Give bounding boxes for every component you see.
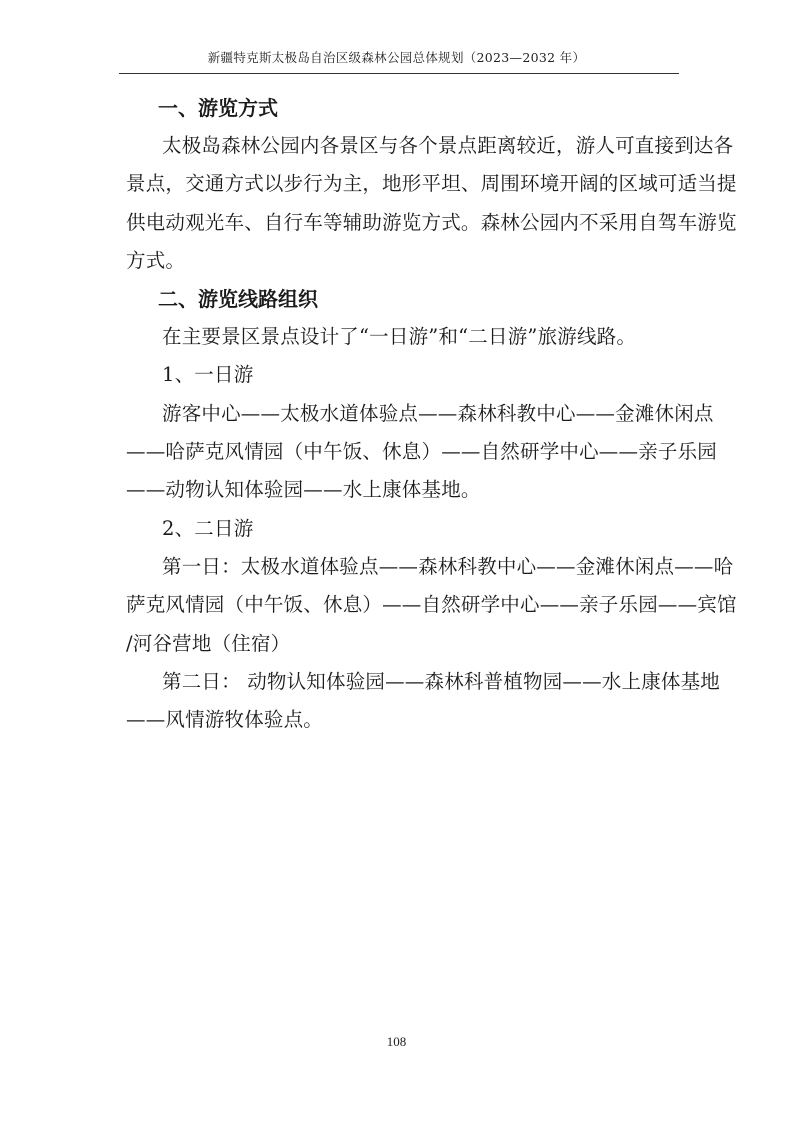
running-header: 新疆特克斯太极岛自治区级森林公园总体规划（2023—2032 年） xyxy=(207,50,586,65)
route-line: 第一日：太极水道体验点——森林科教中心——金滩休闲点——哈 xyxy=(162,554,734,578)
route-line: 游客中心——太极水道体验点——森林科教中心——金滩休闲点 xyxy=(162,401,714,425)
header-divider xyxy=(119,73,679,74)
route-line: ——哈萨克风情园（中午饭、休息）——自然研学中心——亲子乐园 xyxy=(126,440,718,464)
section-heading-tour-mode: 一、游览方式 xyxy=(158,96,278,120)
route-line: ——风情游牧体验点。 xyxy=(126,708,324,732)
route-intro: 在主要景区景点设计了“一日游”和“二日游”旅游线路。 xyxy=(162,325,637,349)
page-number: 108 xyxy=(386,1034,407,1049)
route-line: 萨克风情园（中午饭、休息）——自然研学中心——亲子乐园——宾馆 xyxy=(126,593,737,617)
route-label-one-day: 1、一日游 xyxy=(162,363,254,387)
route-line: /河谷营地（住宿） xyxy=(126,631,291,655)
paragraph-line: 方式。 xyxy=(126,248,186,272)
one-day-route xyxy=(126,395,718,510)
route-line: ——动物认知体验园——水上康体基地。 xyxy=(126,478,481,502)
page-body xyxy=(126,89,737,739)
paragraph-line: 供电动观光车、自行车等辅助游览方式。森林公园内不采用自驾车游览 xyxy=(126,210,737,234)
section-heading-route-organization: 二、游览线路组织 xyxy=(158,287,318,312)
two-day-route-day-one xyxy=(126,548,737,663)
paragraph-line: 景点，交通方式以步行为主，地形平坦、周围环境开阔的区域可适当提 xyxy=(126,172,737,196)
tour-mode-paragraph xyxy=(126,127,737,280)
route-label-two-day: 2、二日游 xyxy=(162,516,254,540)
route-line: 第二日： 动物认知体验园——森林科普植物园——水上康体基地 xyxy=(162,669,720,693)
paragraph-line: 太极岛森林公园内各景区与各个景点距离较近，游人可直接到达各 xyxy=(162,134,734,157)
two-day-route-day-two xyxy=(126,663,720,740)
